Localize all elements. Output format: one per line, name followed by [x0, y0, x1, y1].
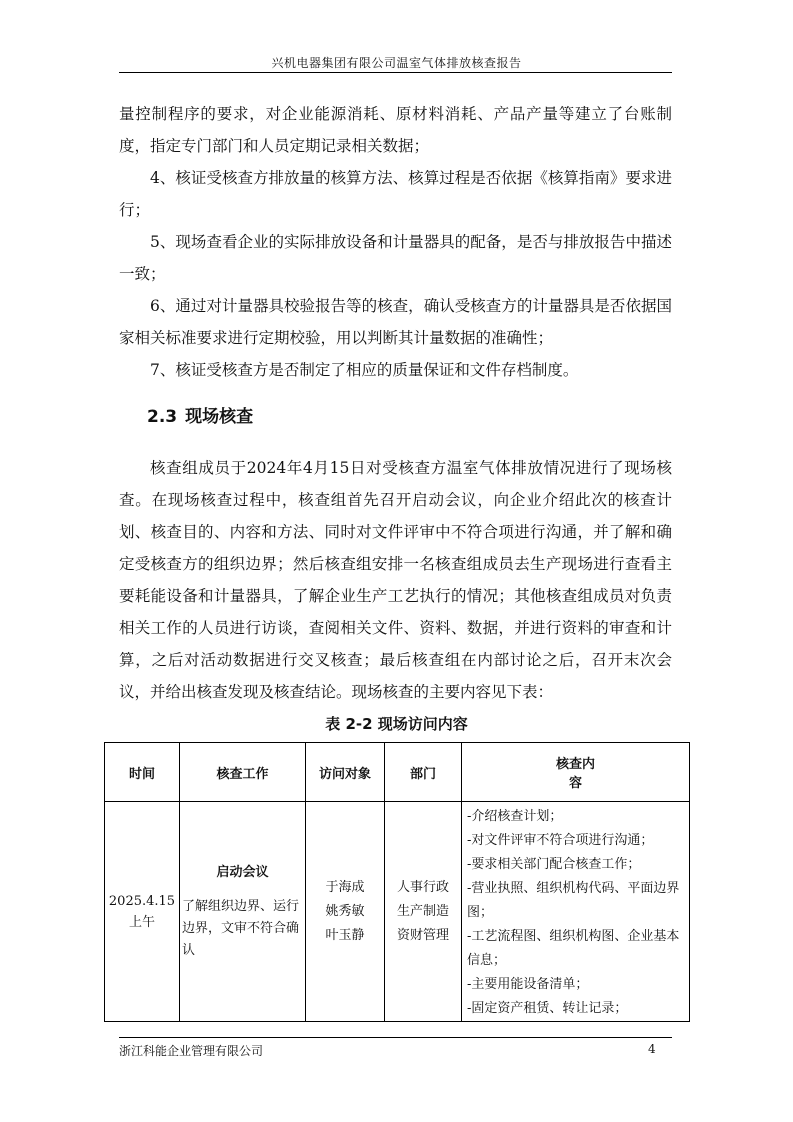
paragraph: 核查组成员于2024年4月15日对受核查方温室气体排放情况进行了现场核查。在现场核查过程中，核查组首先召开启动会议，向企业介绍此次的核查计划、核查目的、内容和方法、同时对文件评审中不符合项进行沟通，并了解和确定受核查方的组织边界；然后核查组安排一名核查组成员去生产现场进行查看主要耗能设备和计量器具，了解企业生产工艺执行的情况；其他核查组成员对负责相关工作的人员进行访谈，查阅相关文件、资料、数据，并进行资料的审查和计算，之后对活动数据进行交叉核查；最后核查组在内部讨论之后，召开末次会议，并给出核查发现及核查结论。现场核查的主要内容见下表： [119, 459, 672, 701]
content-item: -主要用能设备清单； [467, 977, 589, 992]
header-content: 核查内 容 [462, 743, 690, 802]
header-divider [119, 72, 672, 73]
table-caption: 表 2-2 现场访问内容 [325, 715, 468, 733]
footer-divider [119, 1037, 672, 1038]
paragraph: 7、核证受核查方是否制定了相应的质量保证和文件存档制度。 [150, 361, 579, 379]
header-work: 核查工作 [180, 743, 306, 802]
header-dept: 部门 [385, 743, 462, 802]
work-desc: 了解组织边界、运行边界，文审不符合确认 [182, 898, 300, 958]
page-header-title: 兴机电器集团有限公司温室气体排放核查报告 [271, 56, 522, 70]
site-visit-table [104, 742, 690, 1022]
table-row [105, 802, 690, 1022]
paragraph: 5、现场查看企业的实际排放设备和计量器具的配备，是否与排放报告中描述一致； [119, 233, 672, 283]
cell-dept: 人事行政 生产制造 资财管理 [385, 802, 462, 1022]
content-item: -要求相关部门配合核查工作； [467, 857, 641, 872]
top-body [119, 98, 672, 386]
page-number: 4 [648, 1042, 656, 1056]
content-item: -固定资产租赁、转让记录； [467, 1001, 628, 1016]
section-heading [147, 402, 253, 427]
footer-company: 浙江科能企业管理有限公司 [119, 1044, 264, 1058]
cell-interviewee: 于海成 姚秀敏 叶玉静 [306, 802, 385, 1022]
content-item: -营业执照、组织机构代码、平面边界图； [467, 881, 680, 920]
cell-content [462, 802, 690, 1022]
content-item: -工艺流程图、组织机构图、企业基本信息； [467, 929, 680, 968]
cell-time: 2025.4.15 上午 [105, 802, 180, 1022]
cell-work [180, 802, 306, 1022]
content-item: -介绍核查计划； [467, 809, 563, 824]
paragraph: 6、通过对计量器具校验报告等的核查，确认受核查方的计量器具是否依据国家相关标准要求进行定期校验，用以判断其计量数据的准确性； [119, 297, 672, 347]
section-number: 2.3 [147, 407, 178, 427]
section-body [119, 452, 672, 708]
section-title: 现场核查 [185, 407, 254, 427]
header-interviewee: 访问对象 [306, 743, 385, 802]
paragraph: 量控制程序的要求，对企业能源消耗、原材料消耗、产品产量等建立了台账制度，指定专门部门和人员定期记录相关数据； [119, 105, 672, 155]
content-item: -对文件评审不符合项进行沟通； [467, 833, 654, 848]
header-time: 时间 [105, 743, 180, 802]
table-header-row [105, 743, 690, 802]
paragraph: 4、核证受核查方排放量的核算方法、核算过程是否依据《核算指南》要求进行； [119, 169, 672, 219]
work-title: 启动会议 [216, 864, 269, 880]
